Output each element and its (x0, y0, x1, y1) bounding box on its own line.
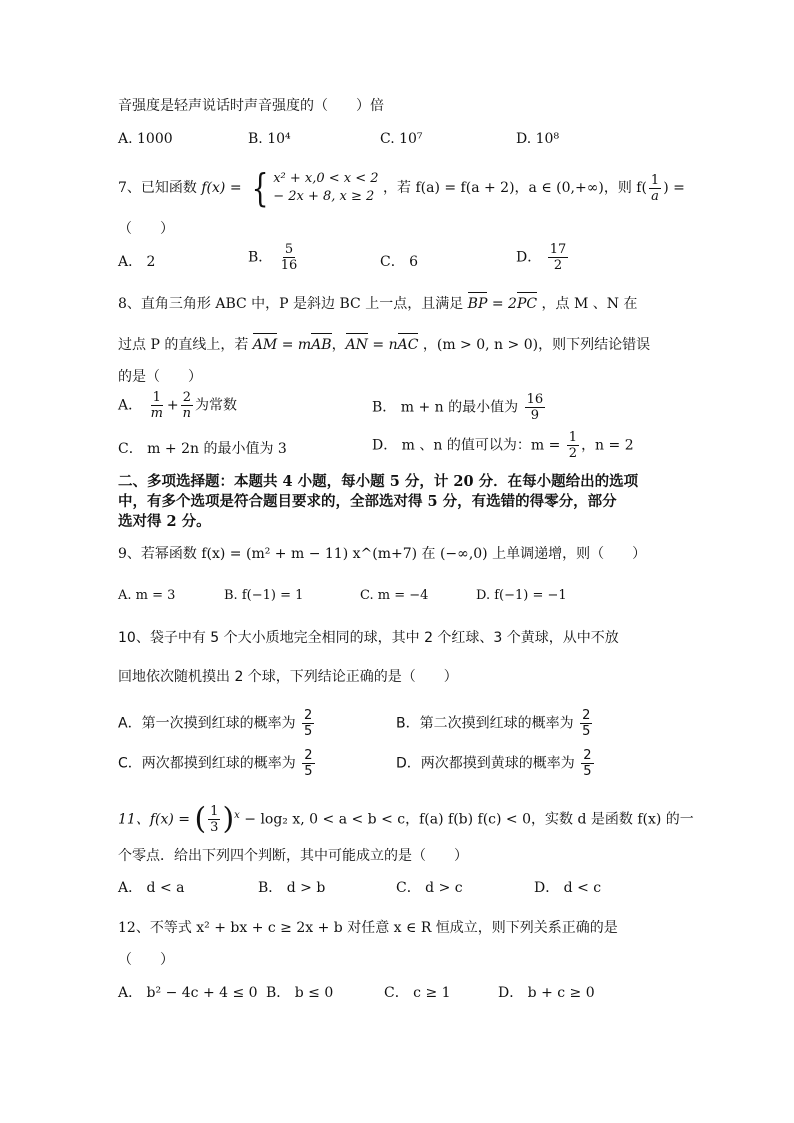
q10-option-d-num: 2 (583, 748, 592, 763)
vector-am: AM (252, 337, 278, 353)
q8-line2-b: ，(m > 0, n > 0)，则下列结论错误 (422, 337, 651, 353)
question11-line2: 个零点．给出下列四个判断，其中可能成立的是（ ） (118, 848, 468, 864)
q8-option-d-den: 2 (568, 446, 578, 461)
q8-option-d-tail: ，n = 2 (581, 437, 634, 454)
q8-option-a-n1: 1 (152, 390, 161, 405)
question12-line1: 12、不等式 x² + bx + c ≥ 2x + b 对任意 x ∈ R 恒成立，则下列关系正确的是 (118, 920, 618, 936)
q8-eq2: = m (281, 337, 312, 353)
q7-option-b-label: B． (248, 249, 273, 266)
section2-heading-line3: 选对得 2 分。 (118, 513, 211, 530)
q8-option-b-text: B． m + n 的最小值为 (372, 399, 519, 416)
q9-option-d: D. f(−1) = −1 (476, 588, 567, 603)
q7-case1: x² + x,0 < x < 2 (273, 171, 379, 186)
q10-option-d-text: D．两次都摸到黄球的概率为 (396, 755, 575, 772)
section2-heading-line2: 中，有多个选项是符合题目要求的，全部选对得 5 分，有选错的得零分，部分 (118, 493, 617, 510)
q7-case2: − 2x + 8, x ≥ 2 (273, 189, 375, 204)
vector-an: AN (345, 337, 368, 353)
right-paren-icon: ) (222, 801, 235, 837)
q11-option-c: C． d > c (396, 880, 463, 896)
q8-option-b (372, 392, 547, 423)
q8-option-b-num: 16 (526, 392, 544, 407)
q10-option-b-num: 2 (582, 708, 591, 723)
question9-stem: 9、若幂函数 f(x) = (m² + m − 11) x^(m+7) 在 (−∞,0) 上单调递增，则（ ） (118, 546, 647, 562)
q11-option-d: D． d < c (534, 880, 602, 896)
q7-option-a: A． 2 (118, 254, 156, 270)
q10-option-c-den: 5 (304, 764, 313, 779)
q10-option-c-num: 2 (304, 748, 313, 763)
q8-option-d-num: 1 (568, 430, 578, 445)
q8-option-d-text: D． m 、n 的值可以为：m = (372, 437, 561, 454)
q7-frac-num: 1 (650, 172, 660, 188)
q7-answer-paren: （ ） (118, 221, 174, 237)
vector-ab: AB (311, 337, 332, 353)
q8-option-a (118, 390, 237, 421)
q7-option-d-den: 2 (553, 258, 563, 273)
q10-option-b-text: B．第二次摸到红球的概率为 (396, 715, 574, 732)
q7-option-b-den: 16 (280, 258, 298, 273)
q7-func: f(x) = (201, 180, 242, 196)
q8-line2-a: 过点 P 的直线上，若 (118, 337, 249, 353)
q12-option-a: A． b² − 4c + 4 ≤ 0 (118, 985, 258, 1001)
q7-option-d-label: D． (516, 249, 542, 266)
q9-option-b: B. f(−1) = 1 (224, 588, 304, 603)
q11-rest: − log₂ x, 0 < a < b < c，f(a) f(b) f(c) < 0，实数 d 是函数 f(x) 的一 (239, 811, 694, 828)
question8-line3: 的是（ ） (118, 369, 202, 385)
q7-prefix: 7、已知函数 (118, 180, 197, 196)
q12-option-b: B． b ≤ 0 (266, 985, 334, 1001)
q11-option-b: B． d > b (258, 880, 326, 896)
q8-option-a-n2: 2 (182, 390, 191, 405)
q10-option-d (396, 748, 596, 779)
question10-line1: 10、袋子中有 5 个大小质地完全相同的球，其中 2 个红球、3 个黄球，从中不放 (118, 630, 619, 646)
q12-option-c: C． c ≥ 1 (384, 985, 451, 1001)
question10-line2: 回地依次随机摸出 2 个球，下列结论正确的是（ ） (118, 669, 458, 685)
option-b: B. 10⁴ (248, 131, 291, 147)
q9-option-c: C. m = −4 (360, 588, 429, 603)
question8-line2 (118, 335, 650, 355)
q9-option-a: A. m = 3 (118, 588, 176, 603)
q10-option-a (118, 708, 316, 739)
q7-option-d-num: 17 (549, 242, 567, 257)
vector-ac: AC (397, 337, 419, 353)
q10-option-b-den: 5 (582, 724, 591, 739)
option-c: C. 10⁷ (380, 131, 423, 147)
q10-option-b (396, 708, 594, 739)
q7-fraction (649, 173, 661, 204)
q8-option-c: C． m + 2n 的最小值为 3 (118, 441, 287, 457)
q7-option-b (248, 242, 301, 273)
q10-option-a-num: 2 (304, 708, 313, 723)
q7-piecewise (246, 166, 379, 210)
q10-option-a-den: 5 (304, 724, 313, 739)
q10-option-c (118, 748, 317, 779)
q8-eq1: = 2 (491, 296, 517, 312)
q8-option-d (372, 430, 634, 461)
option-a: A. 1000 (118, 131, 173, 147)
q7-end: ) = (663, 180, 685, 196)
left-paren-icon: ( (194, 801, 207, 837)
question8-line1 (118, 294, 637, 314)
q12-option-d: D． b + c ≥ 0 (498, 985, 595, 1001)
q11-frac-num: 1 (210, 804, 219, 820)
q7-option-c: C． 6 (380, 254, 419, 270)
brace-icon: { (251, 166, 269, 210)
q8-option-a-tail: 为常数 (195, 397, 238, 414)
question6-stem-tail: 音强度是轻声说话时声音强度的（ ）倍 (118, 98, 384, 114)
q8-eq3: = n (372, 337, 398, 353)
q11-exponent: x (234, 810, 240, 821)
q8-option-a-plus: + (166, 397, 179, 414)
q8-line1-a: 8、直角三角形 ABC 中，P 是斜边 BC 上一点，且满足 (118, 296, 464, 312)
q7-frac-den: a (651, 188, 659, 204)
question7-stem (118, 166, 685, 210)
q10-option-d-den: 5 (583, 764, 592, 779)
q8-option-a-d1: m (150, 406, 163, 421)
q8-option-a-d2: n (182, 406, 192, 421)
q11-option-a: A． d < a (118, 880, 185, 896)
q10-option-a-text: A．第一次摸到红球的概率为 (118, 715, 296, 732)
q8-line1-b: ，点 M 、N 在 (541, 296, 638, 312)
vector-pc: PC (516, 296, 538, 312)
q8-sep: ， (331, 337, 346, 353)
q8-option-a-label: A． (118, 397, 143, 414)
question11-line1 (118, 796, 694, 840)
q7-condition: ，若 f(a) = f(a + 2)，a ∈ (0,+∞)，则 f( (383, 180, 647, 196)
question12-line2: （ ） (118, 952, 174, 968)
q10-option-c-text: C．两次都摸到红球的概率为 (118, 755, 296, 772)
q11-frac-den: 3 (210, 820, 219, 836)
q7-option-b-num: 5 (284, 242, 294, 257)
option-d: D. 10⁸ (516, 131, 560, 147)
q8-option-b-den: 9 (530, 408, 539, 423)
q7-option-d (516, 242, 570, 273)
section2-heading-line1: 二、多项选择题：本题共 4 小题，每小题 5 分，计 20 分．在每小题给出的选项 (118, 473, 639, 490)
vector-bp: BP (467, 296, 488, 312)
q11-prefix: 11、f(x) = (118, 811, 190, 828)
